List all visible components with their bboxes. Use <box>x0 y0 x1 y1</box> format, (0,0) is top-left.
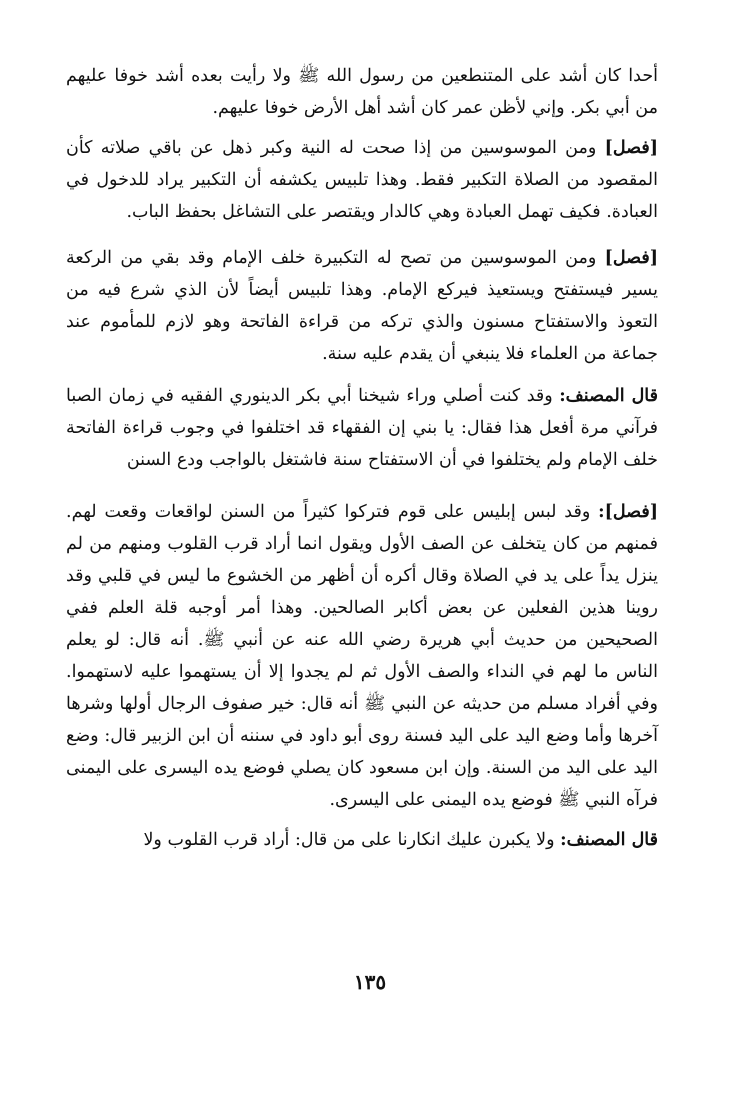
paragraph-2 <box>66 132 658 228</box>
paragraph-5 <box>66 496 658 816</box>
paragraph-3 <box>66 242 658 370</box>
paragraph-6-text: ولا يكبرن عليك انكارنا على من قال: أراد قرب القلوب ولا <box>143 830 555 850</box>
paragraph-2-text: ومن الموسوسين من إذا صحت له النية وكبر ذهل عن باقي صلاته كأن المقصود من الصلاة التكبير فقط. وهذا تلبيس يكشفه أن التكبير يراد للدخول في العبادة. فكيف تهمل العبادة وهي كالدار ويقتصر على التشاغل بحفظ الباب. <box>66 138 658 222</box>
paragraph-4-text: وقد كنت أصلي وراء شيخنا أبي بكر الدينوري الفقيه في زمان الصبا فرآني مرة أفعل هذا فقال: يا بني إن الفقهاء قد اختلفوا في وجوب قراءة الفاتحة خلف الإمام ولم يختلفوا في أن الاستفتاح سنة فاشتغل بالواجب ودع السنن <box>66 386 658 470</box>
paragraph-5-text: وقد لبس إبليس على قوم فتركوا كثيراً من السنن لواقعات وقعت لهم. فمنهم من كان يتخلف عن الصف الأول ويقول انما أراد قرب القلوب ومنهم من لم ينزل يداً على يد في الصلاة وقال أكره أن أظهر من الخشوع ما ليس في قلبي وقد روينا هذين الفعلين عن بعض أكابر الصالحين. وهذا أمر أوجبه قلة العلم ففي الصحيحين من حديث أبي هريرة رضي الله عنه عن أنبي ﷺ. أنه قال: لو يعلم الناس ما لهم في النداء والصف الأول ثم لم يجدوا إلا أن يستهموا عليه لاستهموا. وفي أفراد مسلم من حديثه عن النبي ﷺ أنه قال: خير صفوف الرجال أولها وشرها آخرها وأما وضع اليد على اليد فسنة روى أبو داود في سننه أن ابن الزبير قال: وضع اليد على اليد من السنة. وإن ابن مسعود كان يصلي فوضع يده اليسرى على اليمنى فرآه النبي ﷺ فوضع يده اليمنى على اليسرى. <box>66 502 658 810</box>
paragraph-1-text: أحدا كان أشد على المتنطعين من رسول الله ﷺ ولا رأيت بعده أشد خوفا عليهم من أبي بكر. وإني لأظن عمر كان أشد أهل الأرض خوفا عليهم. <box>66 66 658 118</box>
paragraph-6-lead: قال المصنف: <box>560 830 658 850</box>
paragraph-4 <box>66 380 658 476</box>
paragraph-5-lead: [فصل]: <box>598 502 658 522</box>
paragraph-6 <box>66 824 658 856</box>
paragraph-3-text: ومن الموسوسين من تصح له التكبيرة خلف الإمام وقد بقي من الركعة يسير فيستفتح ويستعيذ فيركع الإمام. وهذا تلبيس أيضاً لأن الذي شرع فيه من التعوذ والاستفتاح مسنون والذي تركه من قراءة الفاتحة وهو لازم للمأموم عند جماعة من العلماء فلا ينبغي أن يقدم عليه سنة. <box>66 248 658 364</box>
paragraph-1 <box>66 60 658 124</box>
page-number: ١٣٥ <box>353 970 387 994</box>
paragraph-3-lead: [فصل] <box>604 248 658 268</box>
paragraph-2-lead: [فصل] <box>604 138 658 158</box>
paragraph-4-lead: قال المصنف: <box>559 386 658 406</box>
